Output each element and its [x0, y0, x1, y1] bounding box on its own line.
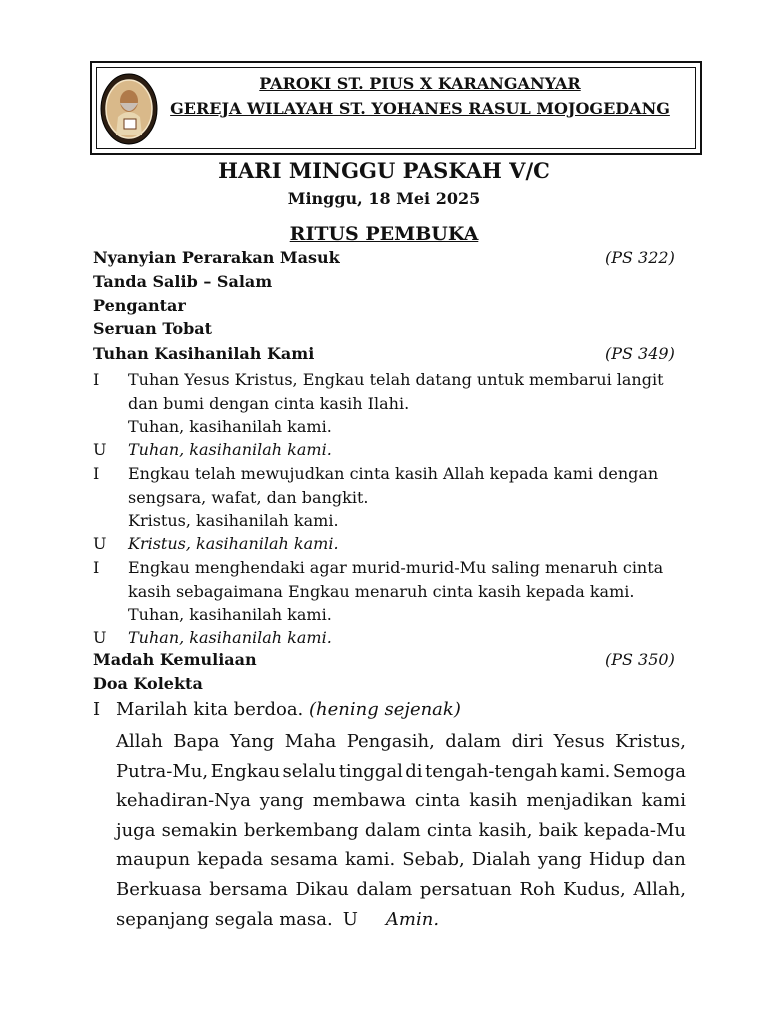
- prayer-word: selalu: [282, 760, 337, 782]
- item-sign: [93, 272, 683, 291]
- response-amen: Amin.: [385, 908, 440, 930]
- verse-line: Engkau menghendaki agar murid-murid-Mu saling menaruh cinta: [128, 558, 664, 577]
- item-penitential: [93, 319, 683, 338]
- verse-line: sengsara, wafat, dan bangkit.: [128, 487, 369, 507]
- prayer-word: Dialah: [471, 849, 531, 871]
- prayer-word: menjadikan: [526, 790, 633, 812]
- speaker-mark: U: [93, 440, 107, 459]
- prayer-word: Putra-Mu,: [116, 760, 209, 782]
- prayer-word: Pengasih,: [346, 731, 435, 752]
- page-title: HARI MINGGU PASKAH V/C: [218, 158, 550, 183]
- item-kyrie: [93, 344, 683, 363]
- parish-name: PAROKI ST. PIUS X KARANGANYAR: [259, 74, 581, 93]
- prayer-word: kepada: [197, 849, 264, 871]
- prayer-word: dalam: [356, 878, 413, 900]
- prayer-word: Sebab,: [402, 849, 465, 871]
- prayer-word: sesama: [270, 849, 338, 871]
- item-entrance: [93, 248, 683, 267]
- item-gloria-label: Madah Kemuliaan: [93, 650, 257, 669]
- speaker-mark: I: [93, 464, 100, 483]
- prayer-word: kepada-Mu: [583, 819, 686, 841]
- prayer-word: dalam: [445, 731, 502, 752]
- speaker-mark: I: [93, 558, 100, 577]
- prayer-word: Engkau: [210, 760, 281, 782]
- prayer-word: kami: [641, 790, 686, 812]
- church-name: GEREJA WILAYAH ST. YOHANES RASUL MOJOGEDANG: [170, 99, 670, 118]
- item-sign-label: Tanda Salib – Salam: [93, 272, 273, 291]
- parish-seal-icon: [100, 73, 158, 145]
- prayer-word: kasih,: [478, 819, 533, 841]
- item-kyrie-ref: (PS 349): [605, 344, 675, 363]
- prayer-word: Hidup: [588, 849, 645, 871]
- speaker-mark: U: [93, 628, 107, 647]
- prayer-word: yang: [259, 790, 304, 812]
- item-collect: [93, 674, 683, 693]
- item-penitential-label: Seruan Tobat: [93, 319, 213, 338]
- section-title: RITUS PEMBUKA: [289, 223, 479, 245]
- item-entrance-label: Nyanyian Perarakan Masuk: [93, 248, 340, 267]
- prayer-word: bersama: [209, 878, 288, 900]
- speaker-mark: I: [93, 699, 101, 720]
- prayer-word: Allah: [116, 731, 163, 752]
- prayer-word: Allah,: [633, 878, 686, 900]
- prayer-word: juga: [116, 819, 156, 841]
- prayer-word: tengah-tengah: [425, 760, 558, 782]
- page-date: Minggu, 18 Mei 2025: [287, 189, 481, 208]
- verse-line: kasih sebagaimana Engkau menaruh cinta kasih kepada kami.: [128, 581, 635, 601]
- response-line: Kristus, kasihanilah kami.: [128, 534, 339, 553]
- item-gloria-ref: (PS 350): [605, 650, 675, 669]
- item-gloria: [93, 650, 683, 669]
- prayer-last-text: sepanjang segala masa.: [116, 908, 333, 930]
- prayer-word: di: [405, 760, 423, 782]
- prayer-word: cinta: [414, 790, 461, 812]
- prayer-word: Bapa: [173, 731, 220, 752]
- verse-line: Kristus, kasihanilah kami.: [128, 511, 339, 530]
- item-intro: [93, 296, 683, 315]
- prayer-word: persatuan: [419, 878, 512, 900]
- prayer-line: [116, 816, 686, 846]
- verse-line: Engkau telah mewujudkan cinta kasih Allah kepada kami dengan: [128, 464, 659, 483]
- item-collect-label: Doa Kolekta: [93, 674, 203, 693]
- response-speaker-mark: U: [342, 908, 358, 930]
- prayer-word: baik: [538, 819, 578, 841]
- prayer-word: Berkuasa: [116, 878, 202, 900]
- prayer-word: Kudus,: [563, 878, 626, 900]
- prayer-line: [116, 845, 686, 875]
- prayer-line: [116, 875, 686, 905]
- verse-line: Tuhan, kasihanilah kami.: [128, 605, 332, 624]
- collect-invitation-text: Marilah kita berdoa.: [116, 699, 304, 720]
- prayer-line: [116, 757, 686, 787]
- item-kyrie-label: Tuhan Kasihanilah Kami: [93, 344, 315, 363]
- prayer-word: kami.: [345, 849, 396, 871]
- prayer-word: tinggal: [338, 760, 403, 782]
- prayer-word: cinta: [426, 819, 473, 841]
- prayer-line: [116, 786, 686, 816]
- prayer-word: Yang: [229, 731, 275, 752]
- prayer-word: yang: [537, 849, 582, 871]
- prayer-word: dan: [652, 849, 686, 871]
- prayer-word: semakin: [161, 819, 238, 841]
- prayer-word: Kristus,: [615, 731, 686, 752]
- prayer-last-line: [116, 905, 686, 935]
- prayer-word: maupun: [116, 849, 191, 871]
- prayer-word: Dikau: [295, 878, 349, 900]
- speaker-mark: I: [93, 370, 100, 389]
- prayer-word: diri: [511, 731, 544, 752]
- prayer-word: kasih: [469, 790, 518, 812]
- collect-prayer-body: [116, 727, 686, 934]
- prayer-word: dalam: [364, 819, 421, 841]
- prayer-word: berkembang: [243, 819, 359, 841]
- collect-rubric: (hening sejenak): [309, 699, 461, 720]
- prayer-word: Yesus: [553, 731, 605, 752]
- prayer-line: [116, 727, 686, 757]
- prayer-word: kami.: [560, 760, 611, 782]
- speaker-mark: U: [93, 534, 107, 553]
- item-entrance-ref: (PS 322): [605, 248, 675, 267]
- prayer-word: membawa: [312, 790, 406, 812]
- verse-line: Tuhan Yesus Kristus, Engkau telah datang untuk membarui langit: [128, 370, 664, 389]
- verse-line: dan bumi dengan cinta kasih Ilahi.: [128, 393, 410, 413]
- item-intro-label: Pengantar: [93, 296, 186, 315]
- prayer-word: Roh: [519, 878, 556, 900]
- prayer-word: Semoga: [612, 760, 686, 782]
- response-line: Tuhan, kasihanilah kami.: [128, 440, 332, 459]
- response-line: Tuhan, kasihanilah kami.: [128, 628, 332, 647]
- verse-line: Tuhan, kasihanilah kami.: [128, 417, 332, 436]
- prayer-word: Maha: [284, 731, 337, 752]
- prayer-word: kehadiran-Nya: [116, 790, 251, 812]
